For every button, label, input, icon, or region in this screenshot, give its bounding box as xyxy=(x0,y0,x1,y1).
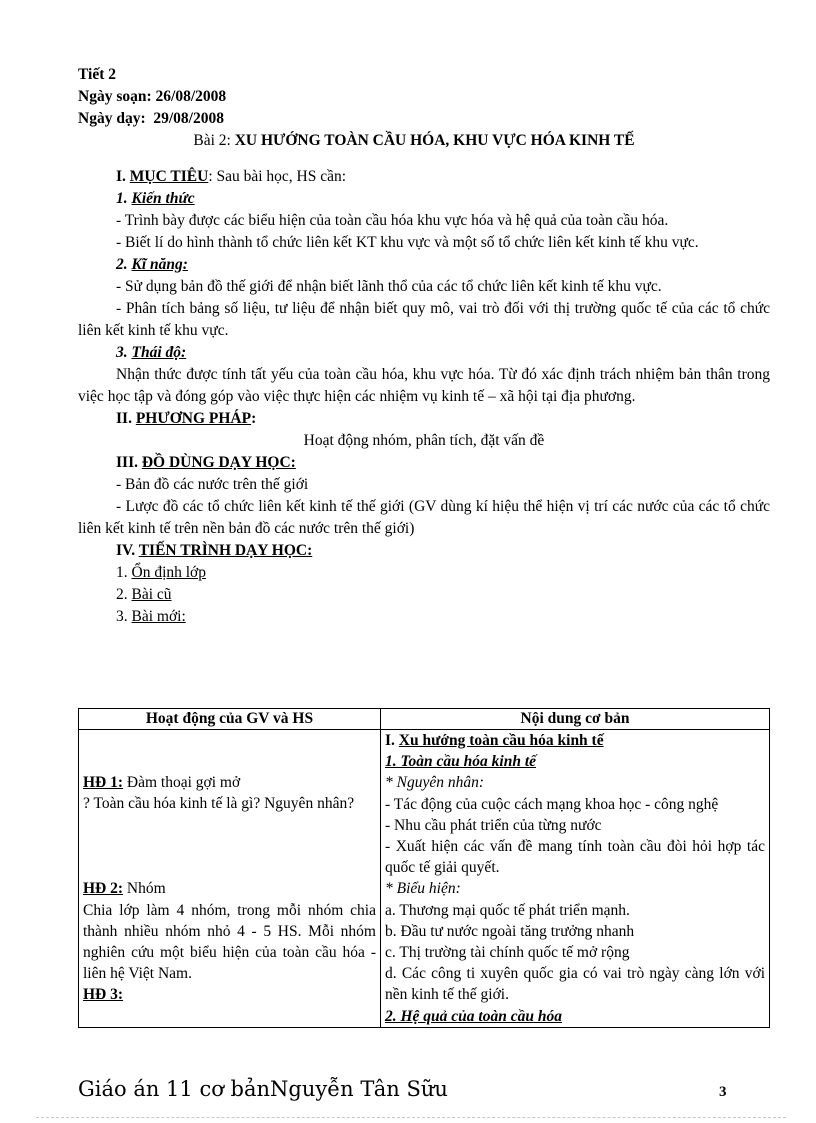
teaching-date: Ngày dạy: 29/08/2008 xyxy=(78,110,224,127)
objectives-heading: I. MỤC TIÊU: Sau bài học, HS cần: xyxy=(116,168,347,185)
lesson-title xyxy=(78,130,770,152)
activities-cell xyxy=(79,730,381,1028)
document-body xyxy=(78,64,770,628)
preparation-date: Ngày soạn: 26/08/2008 xyxy=(78,88,227,105)
attitude-item-1: Nhận thức được tính tất yếu của toàn cầu hóa, khu vực hóa. Từ đó xác định trách nhiệm bản thân trong việc học tập và đóng góp vào việc thực hiện các nhiệm vụ kinh tế – xã hội tại địa phương. xyxy=(78,366,770,405)
lesson-number: Tiết 2 xyxy=(78,66,117,83)
attitude-heading: 3. Thái độ: xyxy=(116,344,187,361)
materials-heading: III. ĐỒ DÙNG DẠY HỌC: xyxy=(116,454,296,471)
page-bottom-divider xyxy=(36,1117,786,1118)
activity-2-description: Chia lớp làm 4 nhóm, trong mỗi nhóm chia thành nhiều nhóm nhỏ 4 - 5 HS. Mỗi nhóm nghiên cứu một biểu hiện của toàn cầu hóa - liên hệ Việt Nam. xyxy=(83,901,376,983)
manifestations-label: * Biểu hiện: xyxy=(385,880,461,898)
table-header-activities: Hoạt động của GV và HS xyxy=(79,709,381,730)
lesson-plan-table xyxy=(78,708,770,1028)
table-row xyxy=(79,730,770,1028)
cause-3: - Xuất hiện các vấn đề mang tính toàn cầu đòi hỏi hợp tác quốc tế giải quyết. xyxy=(385,838,765,877)
materials-item-1: - Bản đồ các nước trên thế giới xyxy=(116,476,309,493)
footer-text: Giáo án 11 cơ bảnNguyễn Tân Sữu xyxy=(78,1077,448,1101)
subsection-1-heading: 1. Toàn cầu hóa kinh tế xyxy=(385,753,537,771)
objectives-label: MỤC TIÊU xyxy=(129,168,209,185)
lesson-title-text: XU HƯỚNG TOÀN CẦU HÓA, KHU VỰC HÓA KINH TẾ xyxy=(234,132,635,149)
cause-2: - Nhu cầu phát triển của từng nước xyxy=(385,816,602,834)
skills-item-1: - Sử dụng bản đồ thế giới để nhận biết lãnh thổ của các tổ chức liên kết kinh tế khu vực. xyxy=(116,278,662,295)
activity-2: HĐ 2: Nhóm xyxy=(83,880,166,898)
manifestation-c: c. Thị trường tài chính quốc tế mở rộng xyxy=(385,944,630,962)
manifestation-b: b. Đầu tư nước ngoài tăng trưởng nhanh xyxy=(385,922,635,940)
table-header-row xyxy=(79,709,770,730)
content-cell xyxy=(381,730,770,1028)
lesson-prefix: Bài 2: xyxy=(193,132,235,149)
skills-item-2: - Phân tích bảng số liệu, tư liệu để nhận biết quy mô, vai trò đối với thị trường quốc tế của các tổ chức liên kết kinh tế khu vực. xyxy=(78,300,770,339)
activity-1: HĐ 1: Đàm thoại gợi mở xyxy=(83,774,241,791)
skills-heading: 2. Kĩ năng: xyxy=(116,256,188,273)
activity-3: HĐ 3: xyxy=(83,986,124,1004)
process-step-3: 3. Bài mới: xyxy=(116,608,186,625)
causes-label: * Nguyên nhân: xyxy=(385,774,485,792)
subsection-2-heading: 2. Hệ quả của toàn cầu hóa xyxy=(385,1007,562,1025)
table-header-content: Nội dung cơ bản xyxy=(381,709,770,730)
knowledge-heading: 1. Kiến thức xyxy=(116,190,195,207)
activity-1-question: ? Toàn cầu hóa kinh tế là gì? Nguyên nhân? xyxy=(83,795,355,813)
section-heading: I. Xu hướng toàn cầu hóa kinh tế xyxy=(385,732,604,749)
process-heading: IV. TIẾN TRÌNH DẠY HỌC: xyxy=(116,542,313,559)
manifestation-a: a. Thương mại quốc tế phát triển mạnh. xyxy=(385,901,630,919)
process-step-2: 2. Bài cũ xyxy=(116,586,172,603)
knowledge-item-1: - Trình bày được các biểu hiện của toàn cầu hóa khu vực hóa và hệ quả của toàn cầu hóa. xyxy=(116,212,669,229)
materials-item-2: - Lược đồ các tổ chức liên kết kinh tế thế giới (GV dùng kí hiệu thể hiện vị trí các nước của các tổ chức liên kết kinh tế trên nền bản đồ các nước trên thế giới) xyxy=(78,498,770,537)
methods-heading: II. PHƯƠNG PHÁP: xyxy=(116,410,257,427)
manifestation-d: d. Các công ti xuyên quốc gia có vai trò ngày càng lớn với nền kinh tế thế giới. xyxy=(385,965,765,1004)
methods-text: Hoạt động nhóm, phân tích, đặt vấn đề xyxy=(303,432,545,449)
knowledge-item-2: - Biết lí do hình thành tổ chức liên kết KT khu vực và một số tổ chức liên kết kinh tế khu vực. xyxy=(116,234,699,251)
cause-1: - Tác động của cuộc cách mạng khoa học - công nghệ xyxy=(385,795,719,813)
process-step-1: 1. Ổn định lớp xyxy=(116,564,207,581)
page-number: 3 xyxy=(719,1084,727,1100)
